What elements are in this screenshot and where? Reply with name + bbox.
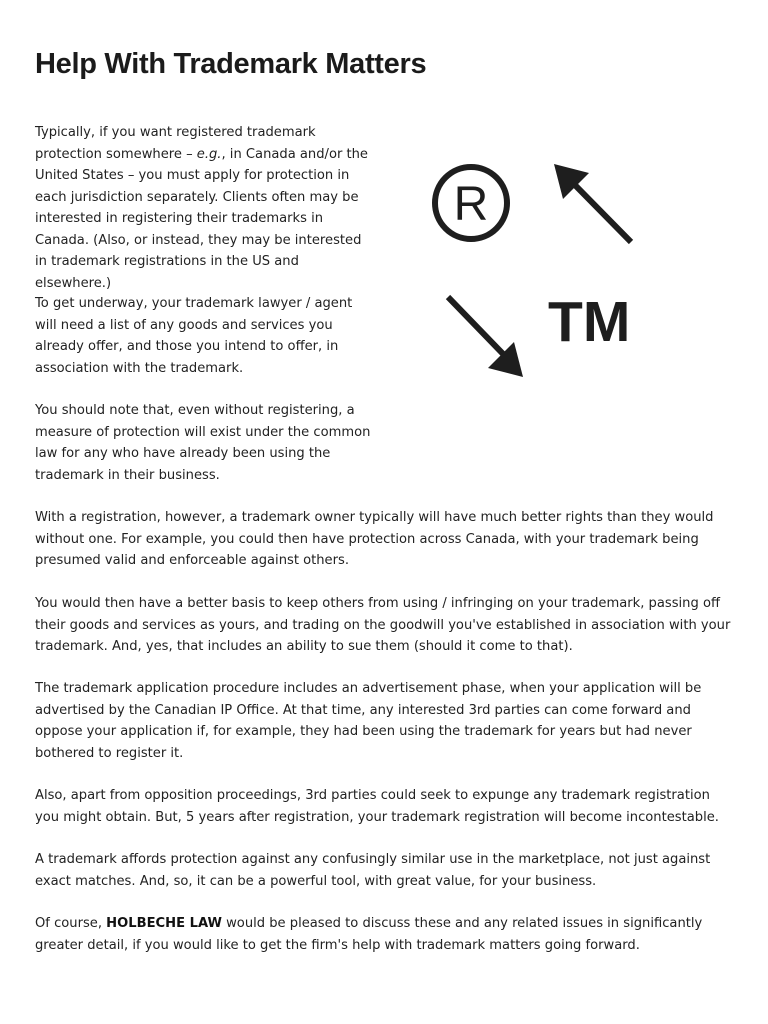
firm-name: HOLBECHE LAW [106, 916, 222, 931]
registration-rights-paragraph: With a registration, however, a trademark owner typically will have much better rights than they would without one. For example, you could then have protection across Canada, with your trademark being presumed valid and enforceable against others. [35, 510, 714, 568]
confusion-paragraph: A trademark affords protection against any confusingly similar use in the marketplace, not just against exact matches. And, so, it can be a powerful tool, with great value, for your business. [35, 852, 711, 889]
common-law-paragraph: You should note that, even without registering, a measure of protection will exist under the common law for any who have already been using the trademark in their business. [35, 403, 371, 483]
arrow-up-left-icon [554, 164, 631, 242]
trademark-graphic [420, 150, 650, 390]
expungement-paragraph: Also, apart from opposition proceedings, 3rd parties could seek to expunge any trademark registration you might obtain. But, 5 years after registration, your trademark registration will become incontestable. [35, 788, 719, 825]
infringement-paragraph: You would then have a better basis to keep others from using / infringing on your trademark, passing off their goods and services as yours, and trading on the goodwill you've established in association with your trademark. And, yes, that includes an ability to sue them (should it come to that). [35, 596, 731, 654]
page-title: Help With Trademark Matters [35, 48, 427, 80]
closing-paragraph: Of course, HOLBECHE LAW would be pleased to discuss these and any related issues in significantly greater detail, if you would like to get the firm's help with trademark matters going forward. [35, 916, 703, 953]
registered-icon [435, 167, 507, 239]
arrow-down-right-icon [448, 297, 523, 377]
svg-text:R: R [453, 178, 489, 231]
advertisement-phase-paragraph: The trademark application procedure includes an advertisement phase, when your application will be advertised by the Canadian IP Office. At that time, any interested 3rd parties can come forward and oppose your application if, for example, they had been using the trademark for years but had never bothered to register it. [35, 681, 702, 761]
goods-services-paragraph: To get underway, your trademark lawyer / agent will need a list of any goods and services you already offer, and those you intend to offer, in association with the trademark. [35, 296, 353, 376]
trademark-icon: TM [548, 290, 631, 354]
intro-paragraph: Typically, if you want registered trademark protection somewhere – e.g., in Canada and/or the United States – you must apply for protection in each jurisdiction separately. Clients often may be interested in registering their trademarks in Canada. (Also, or instead, they may be interested in trademark registrations in the US and elsewhere.) [35, 125, 368, 291]
